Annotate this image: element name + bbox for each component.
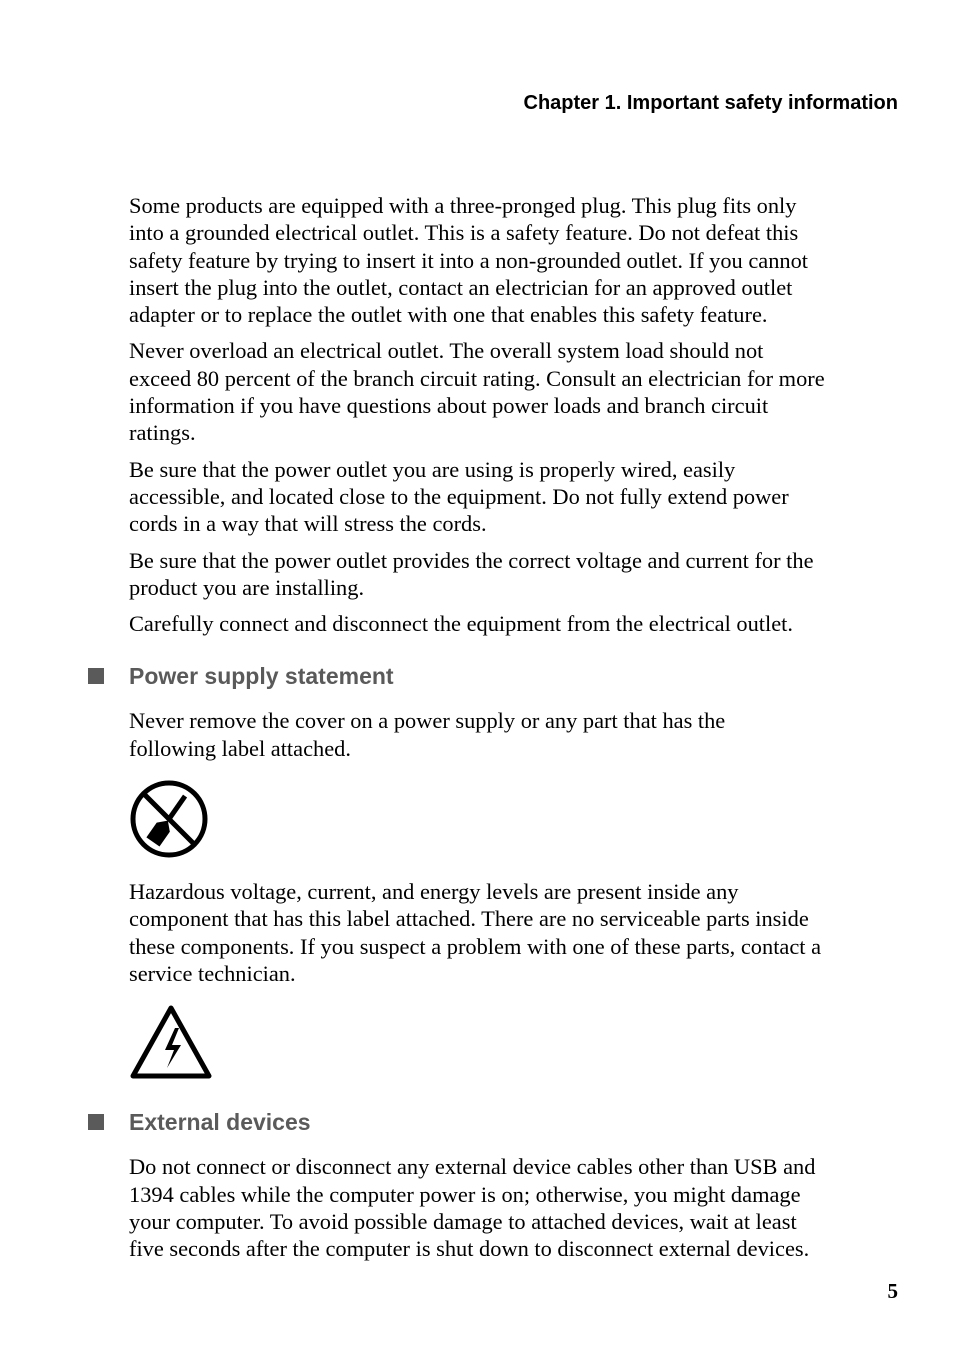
external-devices-paragraph: Do not connect or disconnect any external device cables other than USB and 1394 cables while the computer power is on; otherwise, you might damage your computer. To avoid possible damage to attached devices, wait at least five seconds after the computer is shut down to disconnect external devices. [129, 1154, 816, 1262]
square-bullet-icon [88, 668, 104, 684]
section-title: External devices [129, 1109, 311, 1136]
section-heading-external-devices [129, 1109, 899, 1136]
page-number: 5 [887, 1279, 898, 1303]
power-supply-paragraph-2: Hazardous voltage, current, and energy levels are present inside any component that has this label attached. There are no serviceable parts inside these components. If you suspect a problem with one of these parts, contact a service technician. [129, 879, 822, 986]
high-voltage-warning-icon [129, 1004, 899, 1080]
intro-paragraph-2: Never overload an electrical outlet. The overall system load should not exceed 80 percent of the branch circuit rating. Consult an electrician for more information if you have questions about power loads and branch circuit ratings. [129, 338, 825, 446]
intro-paragraph-5: Carefully connect and disconnect the equipment from the electrical outlet. [129, 611, 794, 637]
no-service-screwdriver-icon [129, 779, 899, 857]
section-heading-power-supply [129, 663, 899, 690]
power-supply-paragraph-1: Never remove the cover on a power supply or any part that has the following label attached. [129, 708, 726, 761]
intro-paragraph-4: Be sure that the power outlet provides the correct voltage and current for the product you are installing. [129, 547, 814, 600]
chapter-header: Chapter 1. Important safety information [523, 92, 898, 114]
intro-paragraph-3: Be sure that the power outlet you are using is properly wired, easily accessible, and located close to the equipment. Do not fully extend power cords in a way that will stress the cords. [129, 456, 789, 537]
intro-paragraph-1: Some products are equipped with a three-pronged plug. This plug fits only into a grounded electrical outlet. This is a safety feature. Do not defeat this safety feature by trying to insert it into a non-grounded outlet. If you cannot insert the plug into the outlet, contact an electrician for an approved outlet adapter or to replace the outlet with one that enables this safety feature. [129, 193, 809, 328]
square-bullet-icon [88, 1114, 104, 1130]
page-body [129, 192, 899, 1271]
section-title: Power supply statement [129, 663, 394, 690]
